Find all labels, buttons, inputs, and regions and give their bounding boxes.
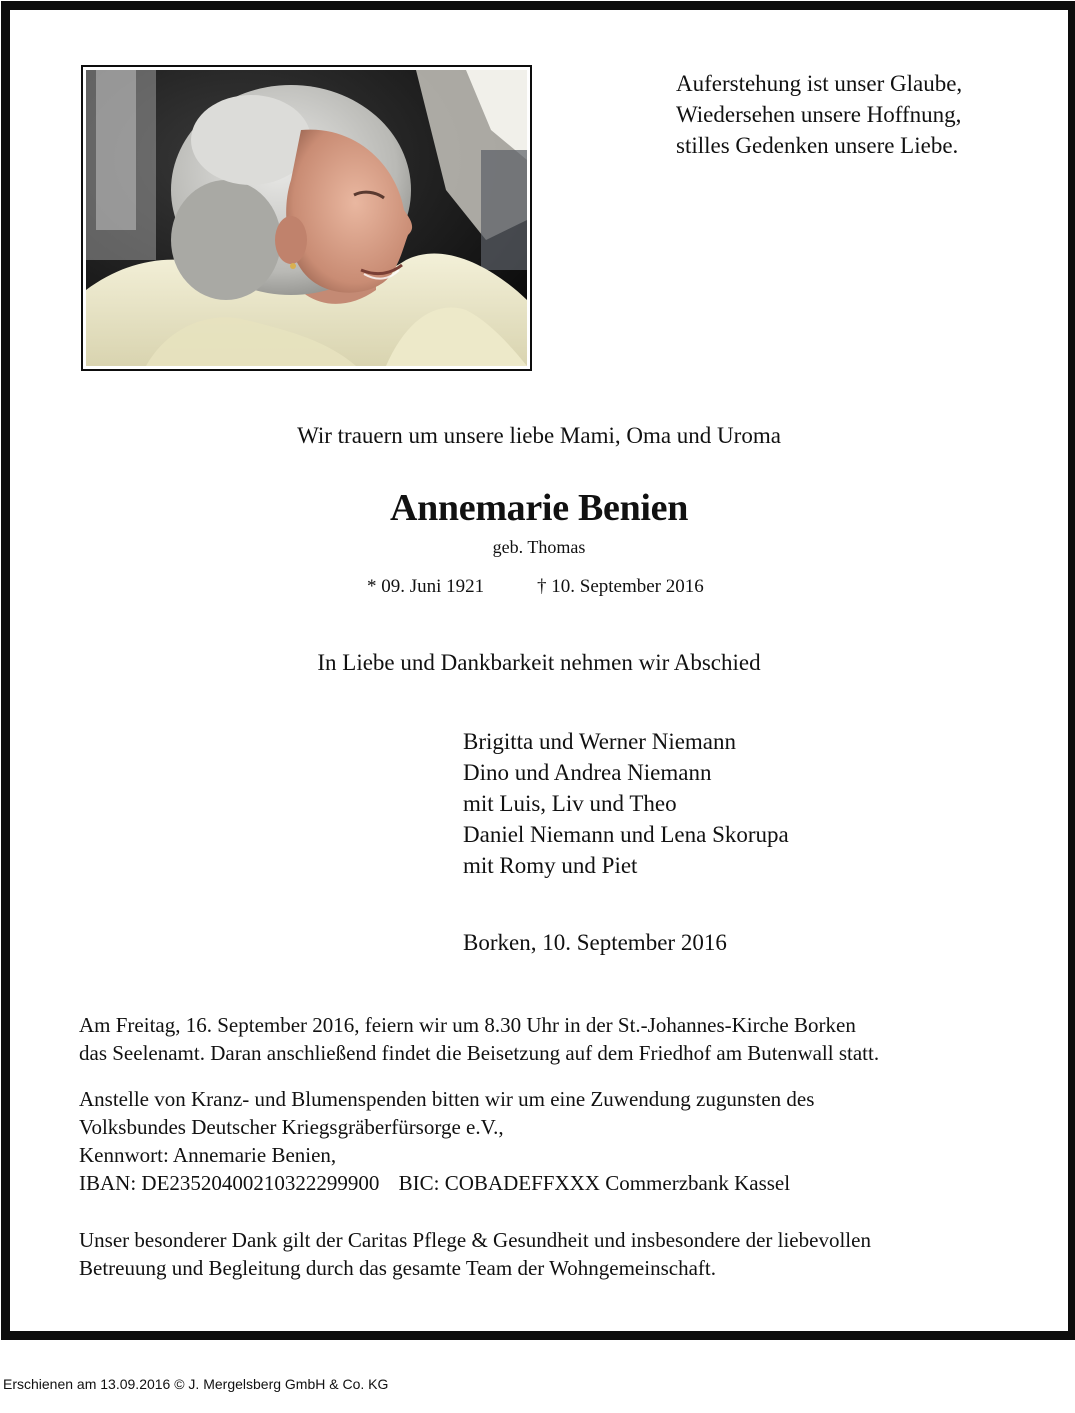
donation-paragraph (79, 1085, 814, 1169)
service-line: das Seelenamt. Daran anschließend findet die Beisetzung auf dem Friedhof am Butenwall statt. (79, 1041, 880, 1065)
mourner-line: mit Romy und Piet (463, 853, 638, 878)
mourning-intro: Wir trauern um unsere liebe Mami, Oma und Uroma (297, 423, 781, 448)
maiden-name: geb. Thomas (492, 537, 586, 557)
thanks-paragraph (79, 1226, 871, 1282)
mourner-line: mit Luis, Liv und Theo (463, 791, 677, 816)
farewell-line: In Liebe und Dankbarkeit nehmen wir Abschied (317, 650, 761, 675)
mourner-line: Daniel Niemann und Lena Skorupa (463, 822, 789, 847)
thanks-line: Unser besonderer Dank gilt der Caritas Pflege & Gesundheit und insbesondere der liebevollen (79, 1228, 871, 1252)
thanks-line: Betreuung und Begleitung durch das gesamte Team der Wohngemeinschaft. (79, 1256, 716, 1280)
birth-date: * 09. Juni 1921 (367, 576, 485, 597)
memorial-quote (676, 68, 962, 161)
quote-line: Wiedersehen unsere Hoffnung, (676, 102, 962, 127)
mourners-list (463, 726, 789, 881)
donation-line: Volksbundes Deutscher Kriegsgräberfürsorge e.V., (79, 1115, 504, 1139)
donation-line: Anstelle von Kranz- und Blumenspenden bitten wir um eine Zuwendung zugunsten des (79, 1087, 815, 1111)
quote-line: Auferstehung ist unser Glaube, (676, 71, 963, 96)
publication-footer: Erschienen am 13.09.2016 © J. Mergelsberg GmbH & Co. KG (3, 1376, 389, 1392)
place-and-date: Borken, 10. September 2016 (463, 930, 727, 955)
deceased-name: Annemarie Benien (389, 487, 689, 529)
mourner-line: Dino und Andrea Niemann (463, 760, 712, 785)
service-line: Am Freitag, 16. September 2016, feiern wir um 8.30 Uhr in der St.-Johannes-Kirche Borken (79, 1013, 856, 1037)
bic: BIC: COBADEFFXXX Commerzbank Kassel (398, 1171, 791, 1195)
donation-line: Kennwort: Annemarie Benien, (79, 1143, 337, 1167)
iban: IBAN: DE23520400210322299900 (79, 1171, 380, 1195)
portrait-illustration (86, 70, 527, 366)
obituary-border (1, 1, 1075, 1340)
death-date: † 10. September 2016 (537, 576, 704, 597)
mourner-line: Brigitta und Werner Niemann (463, 729, 737, 754)
portrait-photo (86, 70, 527, 366)
service-paragraph (79, 1011, 879, 1067)
portrait-photo-frame (81, 65, 532, 371)
quote-line: stilles Gedenken unsere Liebe. (676, 133, 959, 158)
bank-details (79, 1171, 790, 1196)
